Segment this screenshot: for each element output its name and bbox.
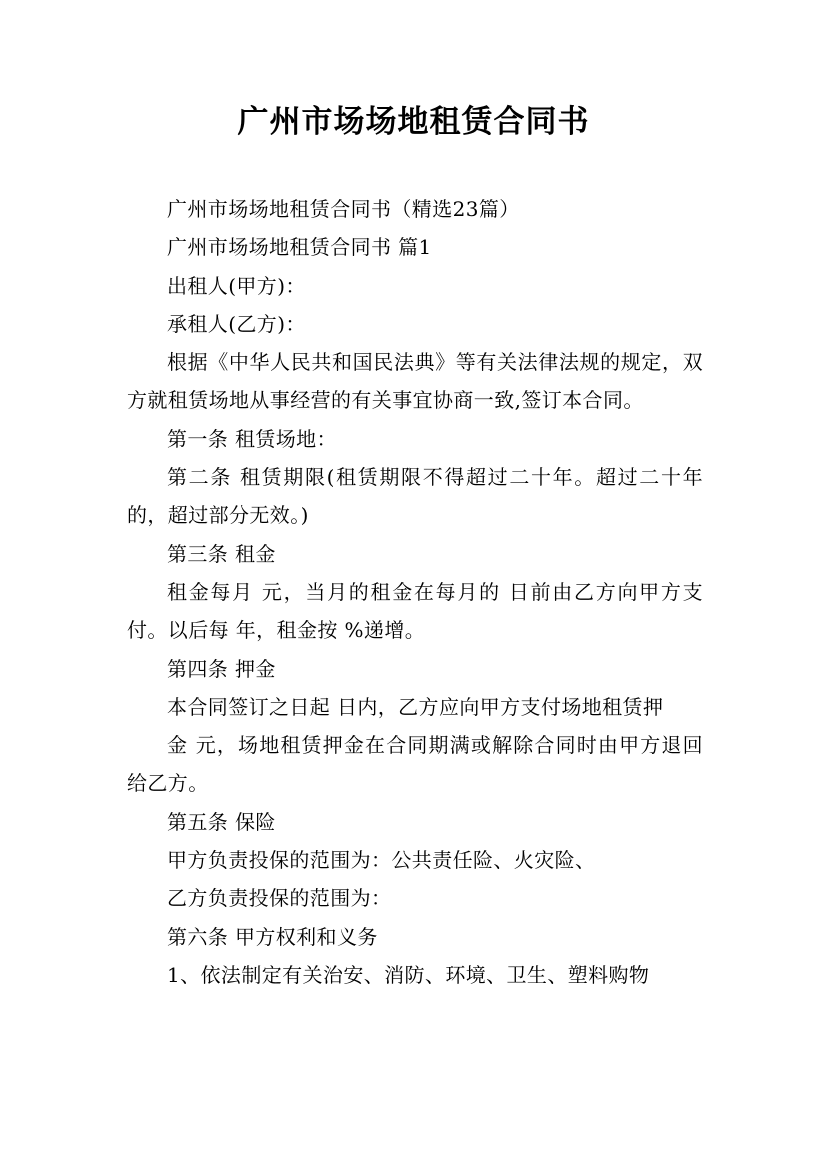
paragraph: 第六条 甲方权利和义务 [167,924,378,949]
paragraph: 第五条 保险 [167,809,276,834]
document-body [127,190,703,994]
paragraph: 乙方负责投保的范围为： [167,886,392,911]
document-title: 广州市场场地租赁合同书 [237,104,590,140]
paragraph: 第一条 租赁场地： [167,426,337,451]
paragraph: 租金每月 元，当月的租金在每月的 日前由乙方向甲方支付。以后每 年，租金按 %递增。 [127,579,703,643]
paragraph: 承租人(乙方)： [167,311,306,336]
paragraph: 广州市场场地租赁合同书（精选23篇） [167,197,520,221]
paragraph: 第二条 租赁期限(租赁期限不得超过二十年。超过二十年的，超过部分无效。) [127,465,703,528]
paragraph: 第四条 押金 [167,656,276,681]
paragraph: 本合同签订之日起 日内，乙方应向甲方支付场地租赁押 [167,694,664,719]
paragraph: 第三条 租金 [167,541,276,566]
paragraph: 甲方负责投保的范围为：公共责任险、火灾险、 [167,848,596,873]
paragraph: 广州市场场地租赁合同书 篇1 [167,235,432,260]
paragraph: 金 元，场地租赁押金在合同期满或解除合同时由甲方退回给乙方。 [127,733,703,796]
paragraph: 1、依法制定有关治安、消防、环境、卫生、塑料购物 [167,962,650,987]
paragraph: 根据《中华人民共和国民法典》等有关法律法规的规定，双方就租赁场地从事经营的有关事宜协商一致,签订本合同。 [127,350,703,413]
paragraph: 出租人(甲方)： [167,273,306,298]
